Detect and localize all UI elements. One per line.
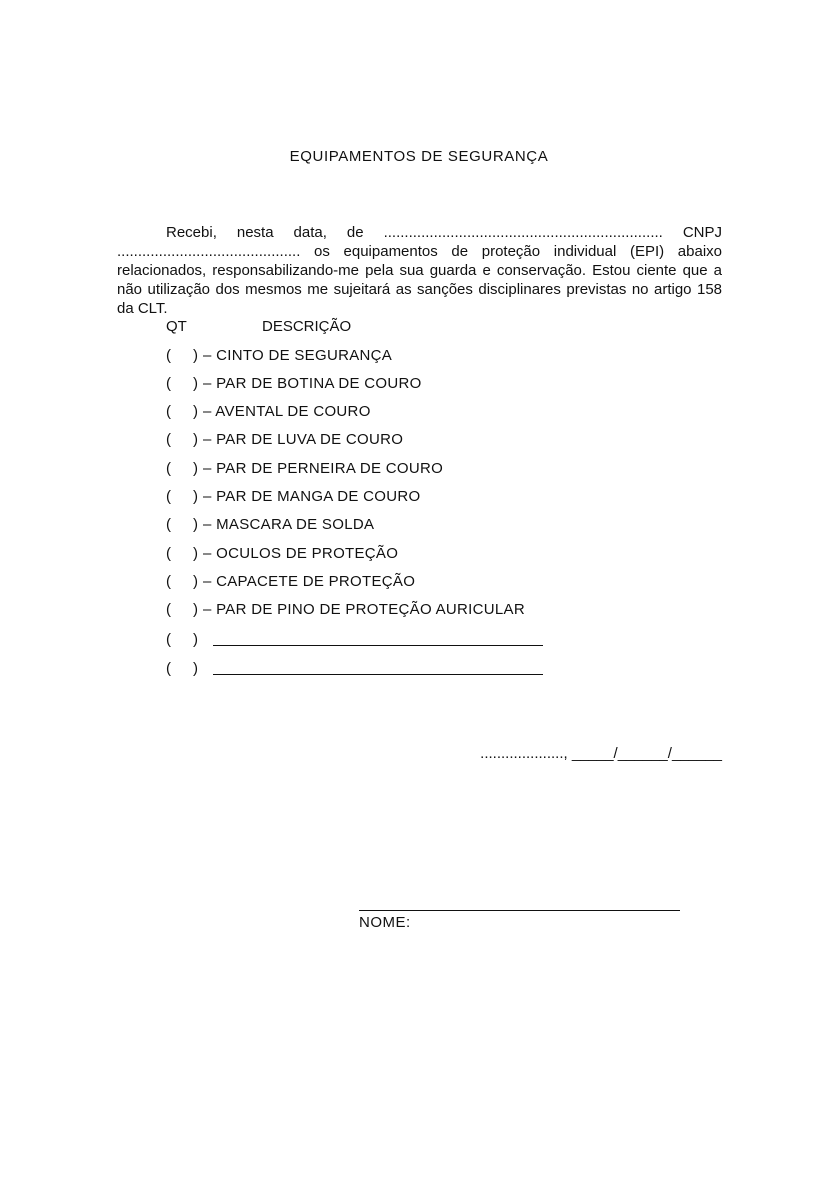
blank-fill-line	[213, 674, 543, 675]
qt-paren-open: (	[166, 375, 172, 392]
qt-paren-close: )	[193, 631, 199, 648]
equipment-label: – PAR DE MANGA DE COURO	[203, 488, 421, 505]
equipment-label: – CAPACETE DE PROTEÇÃO	[203, 573, 416, 590]
equipment-label: – PAR DE PERNEIRA DE COURO	[203, 460, 444, 477]
qt-paren-close: )	[193, 347, 199, 364]
equipment-label: – MASCARA DE SOLDA	[203, 516, 375, 533]
equipment-label: – CINTO DE SEGURANÇA	[203, 347, 393, 364]
qt-paren-close: )	[193, 431, 199, 448]
document-title: EQUIPAMENTOS DE SEGURANÇA	[289, 148, 549, 165]
qt-paren-open: (	[166, 660, 172, 677]
qt-paren-open: (	[166, 601, 172, 618]
date-line: ...................., _____/______/______	[480, 745, 722, 762]
equipment-label: – PAR DE LUVA DE COURO	[203, 431, 404, 448]
column-qt-label: QT	[166, 318, 187, 335]
qt-paren-close: )	[193, 460, 199, 477]
qt-paren-close: )	[193, 403, 199, 420]
intro-text: Recebi, nesta data, de ................................................................... CNPJ ............................................ os equipamentos de proteção individual (EPI) abaixo relacionados, responsabilizando-me pela sua guarda e conservação. Estou ciente que a não utilização dos mesmos me sujeitará as sanções disciplinares previstas no artigo 158 da CLT.	[117, 224, 722, 317]
blank-fill-line	[213, 645, 543, 646]
qt-paren-open: (	[166, 545, 172, 562]
signature-line	[359, 910, 680, 911]
qt-paren-close: )	[193, 488, 199, 505]
qt-paren-open: (	[166, 403, 172, 420]
column-description-label: DESCRIÇÃO	[262, 318, 352, 335]
qt-paren-open: (	[166, 516, 172, 533]
qt-paren-open: (	[166, 460, 172, 477]
signature-name-label: NOME:	[359, 914, 411, 931]
qt-paren-open: (	[166, 488, 172, 505]
qt-paren-close: )	[193, 601, 199, 618]
equipment-label: – OCULOS DE PROTEÇÃO	[203, 545, 399, 562]
qt-paren-close: )	[193, 375, 199, 392]
equipment-label: – PAR DE PINO DE PROTEÇÃO AURICULAR	[203, 601, 525, 618]
qt-paren-open: (	[166, 431, 172, 448]
equipment-label: – PAR DE BOTINA DE COURO	[203, 375, 422, 392]
qt-paren-close: )	[193, 516, 199, 533]
qt-paren-open: (	[166, 631, 172, 648]
intro-paragraph	[117, 223, 722, 318]
qt-paren-close: )	[193, 660, 199, 677]
qt-paren-close: )	[193, 545, 199, 562]
qt-paren-open: (	[166, 573, 172, 590]
qt-paren-open: (	[166, 347, 172, 364]
equipment-label: – AVENTAL DE COURO	[203, 403, 371, 420]
qt-paren-close: )	[193, 573, 199, 590]
